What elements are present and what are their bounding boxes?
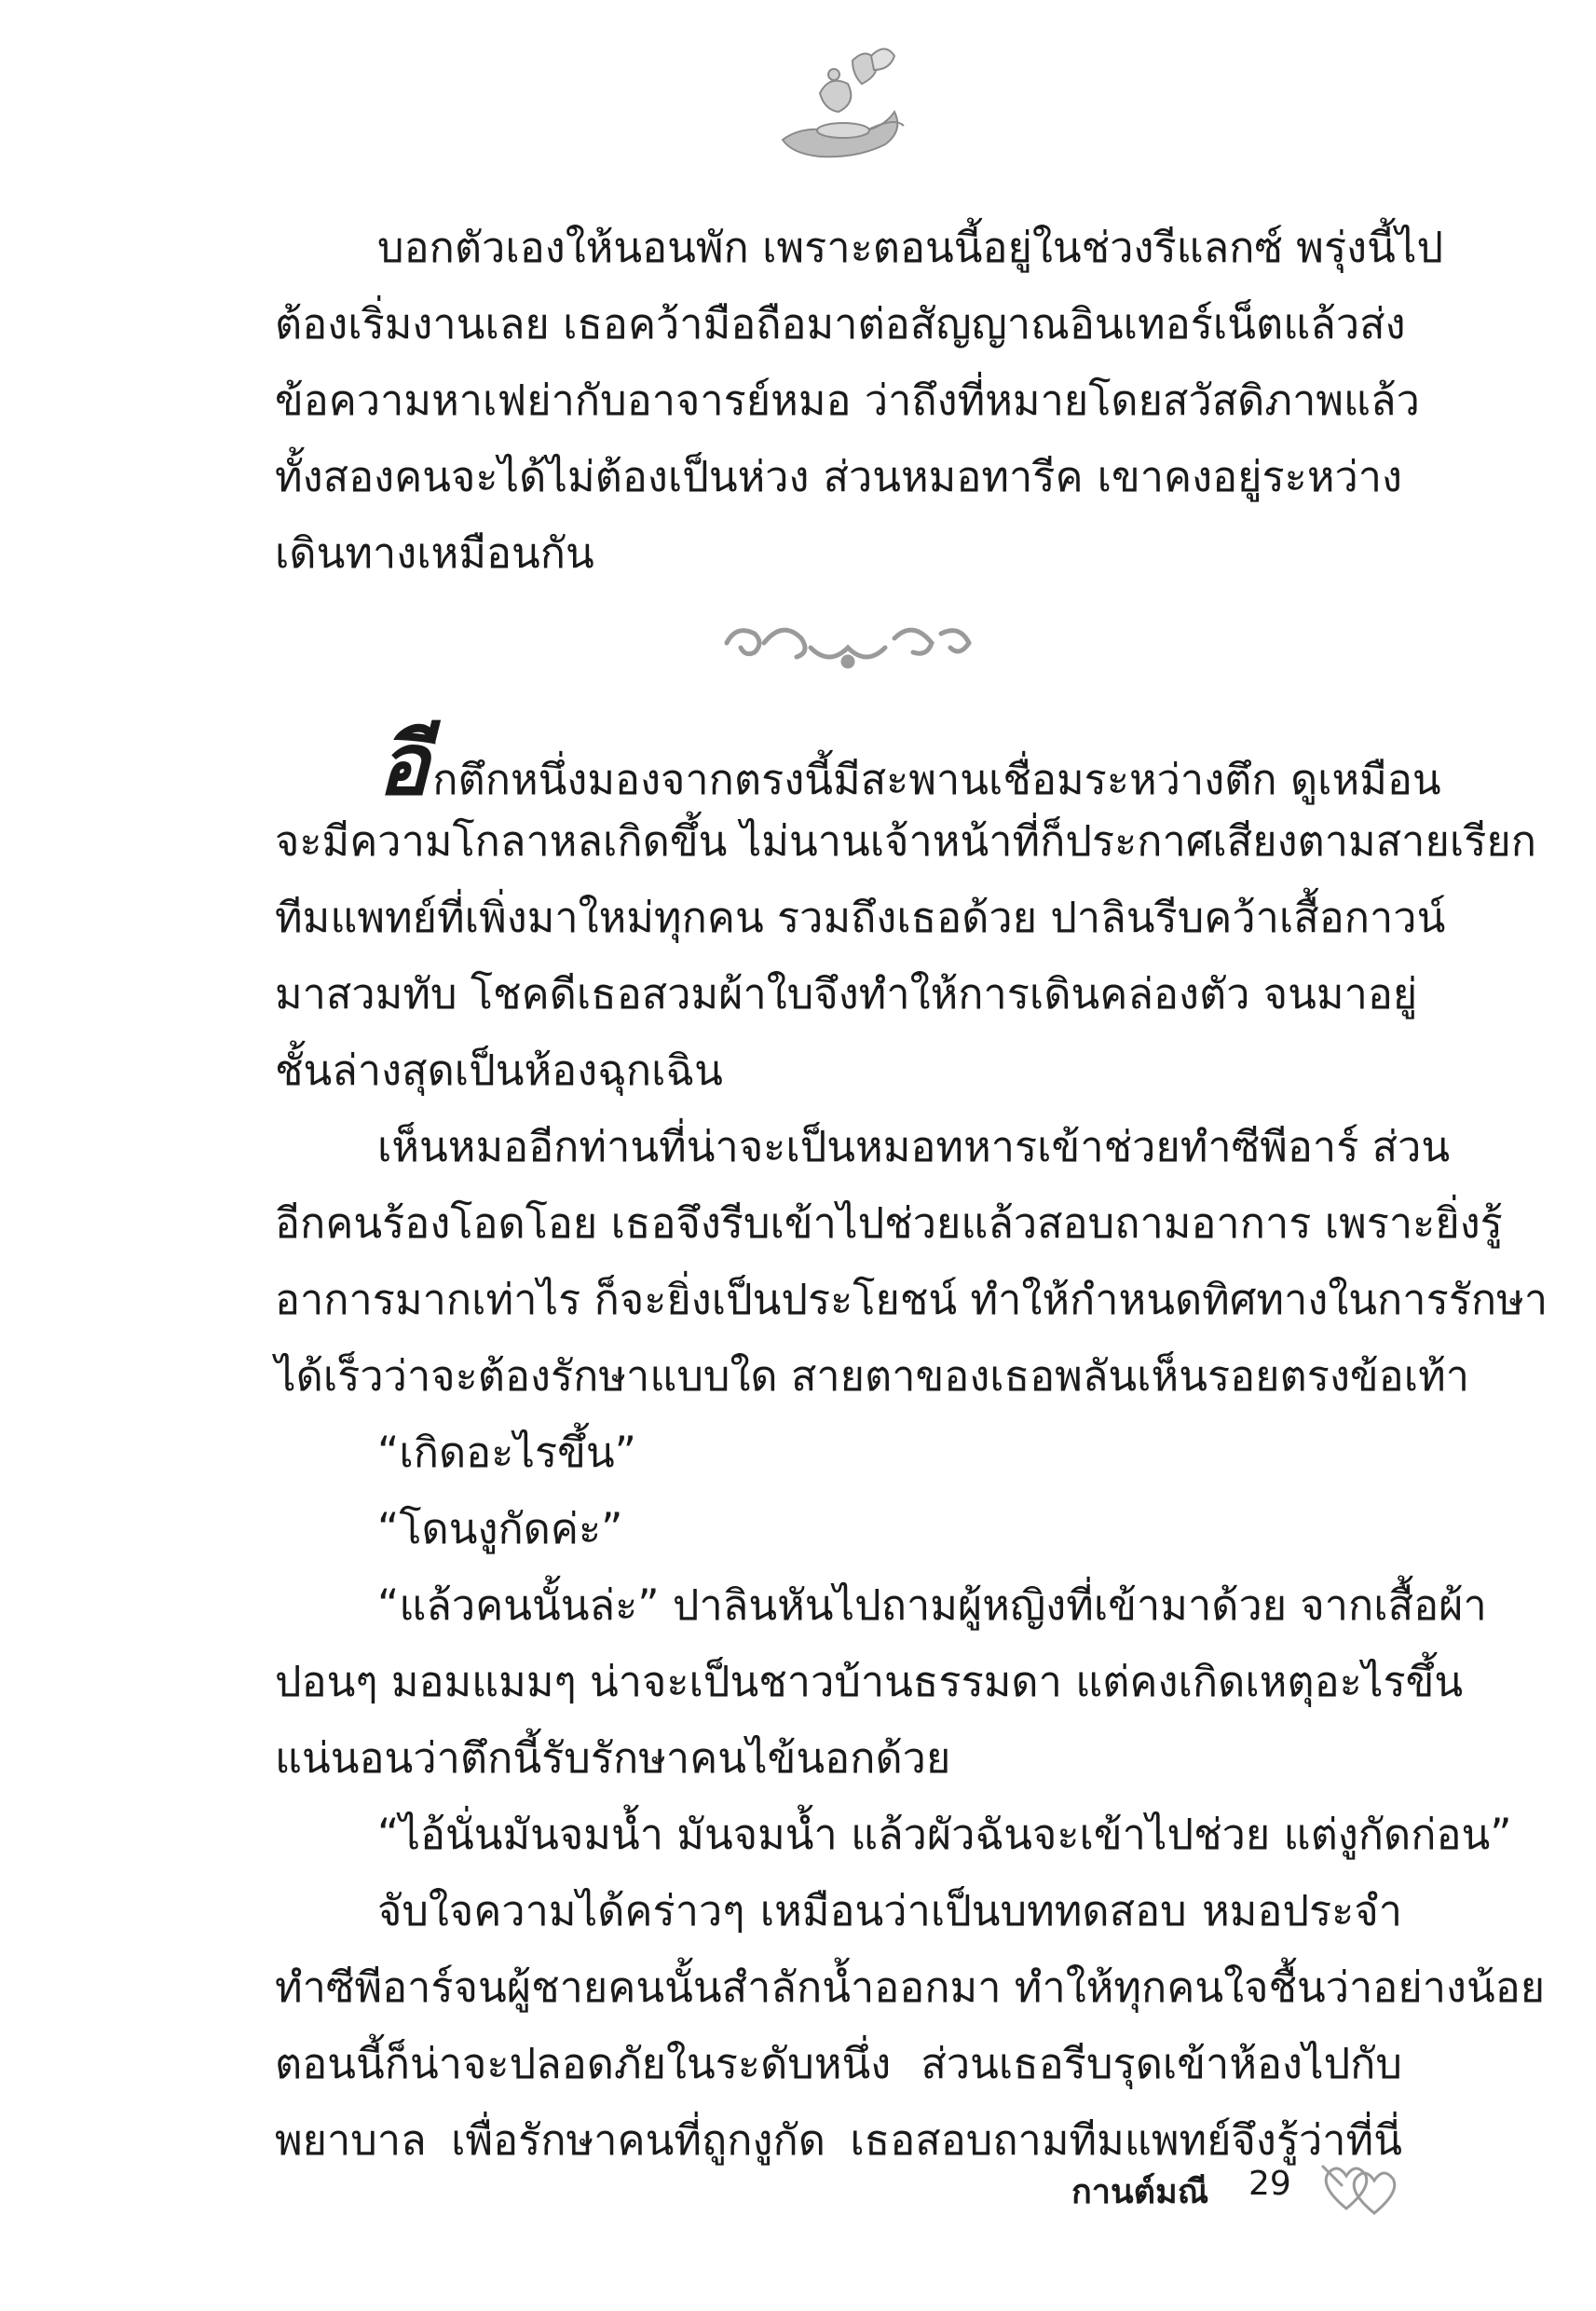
hearts-icon [1318,2157,1412,2222]
dialogue-line: “เกิดอะไรขึ้น” [377,1428,636,1477]
text-line: ชั้นล่างสุดเป็นห้องฉุกเฉิน [275,1046,723,1095]
dialogue-line: “ไอ้นั่นมันจมน้ำ มันจมน้ำ แล้วผัวฉันจะเข้าไปช่วย แต่งูกัดก่อน” [377,1810,1512,1859]
text-line: ทั้งสองคนจะได้ไม่ต้องเป็นห่วง ส่วนหมอทารีค เขาคงอยู่ระหว่าง [275,452,1402,501]
teapot-ornament-icon [764,37,913,168]
text-line: ได้เร็วว่าจะต้องรักษาแบบใด สายตาของเธอพลันเห็นรอยตรงข้อเท้า [275,1351,1470,1401]
book-title: กานต์มณี [1071,2173,1209,2211]
text-line: “แล้วคนนั้นล่ะ” ปาลินหันไปถามผู้หญิงที่เข้ามาด้วย จากเสื้อผ้า [377,1580,1487,1630]
text-line: ทีมแพทย์ที่เพิ่งมาใหม่ทุกคน รวมถึงเธอด้วย ปาลินรีบคว้าเสื้อกาวน์ [275,893,1446,942]
text-line: แน่นอนว่าตึกนี้รับรักษาคนไข้นอกด้วย [275,1733,951,1783]
text-line: จับใจความได้คร่าวๆ เหมือนว่าเป็นบททดสอบ หมอประจำ [377,1886,1402,1935]
first-line [275,715,1441,814]
text-line: ทำซีพีอาร์จนผู้ชายคนนั้นสำลักน้ำออกมา ทำให้ทุกคนใจชื้นว่าอย่างน้อย [275,1962,1546,2012]
text-line: เดินทางเหมือนกัน [275,528,594,578]
dropcap: อี [377,715,430,814]
text-line: อาการมากเท่าไร ก็จะยิ่งเป็นประโยชน์ ทำให้กำหนดทิศทางในการรักษา [275,1275,1548,1324]
page-footer [1071,2157,1425,2222]
text-line: ต้องเริ่มงานเลย เธอคว้ามือถือมาต่อสัญญาณอินเทอร์เน็ตแล้วส่ง [275,299,1406,349]
first-line-text: กตึกหนึ่งมองจากตรงนี้มีสะพานเชื่อมระหว่างตึก ดูเหมือน [432,755,1441,804]
text-line: อีกคนร้องโอดโอย เธอจึงรีบเข้าไปช่วยแล้วสอบถามอาการ เพราะยิ่งรู้ [275,1198,1503,1248]
text-line: บอกตัวเองให้นอนพัก เพราะตอนนี้อยู่ในช่วงรีแลกซ์ พรุ่งนี้ไป [377,223,1444,272]
page-number: 29 [1248,2165,1291,2203]
paragraph-1 [275,210,1444,592]
text-line: ปอนๆ มอมแมมๆ น่าจะเป็นชาวบ้านธรรมดา แต่คงเกิดเหตุอะไรขึ้น [275,1657,1464,1706]
text-line: ข้อความหาเฟย่ากับอาจารย์หมอ ว่าถึงที่หมายโดยสวัสดิภาพแล้ว [275,376,1420,425]
flourish-divider-icon [708,606,988,680]
text-line: เห็นหมออีกท่านที่น่าจะเป็นหมอทหารเข้าช่วยทำซีพีอาร์ ส่วน [377,1122,1451,1171]
dialogue-line: “โดนงูกัดค่ะ” [377,1504,623,1553]
text-line: จะมีความโกลาหลเกิดขึ้น ไม่นานเจ้าหน้าที่ก็ประกาศเสียงตามสายเรียก [275,816,1536,866]
text-line: พยาบาล เพื่อรักษาคนที่ถูกงูกัด เธอสอบถามทีมแพทย์จึงรู้ว่าที่นี่ [275,2115,1402,2165]
text-line: มาสวมทับ โชคดีเธอสวมผ้าใบจึงทำให้การเดินคล่องตัว จนมาอยู่ [275,969,1418,1019]
section-2 [275,715,1548,2179]
text-line: ตอนนี้ก็น่าจะปลอดภัยในระดับหนึ่ง ส่วนเธอรีบรุดเข้าห้องไปกับ [275,2039,1402,2088]
